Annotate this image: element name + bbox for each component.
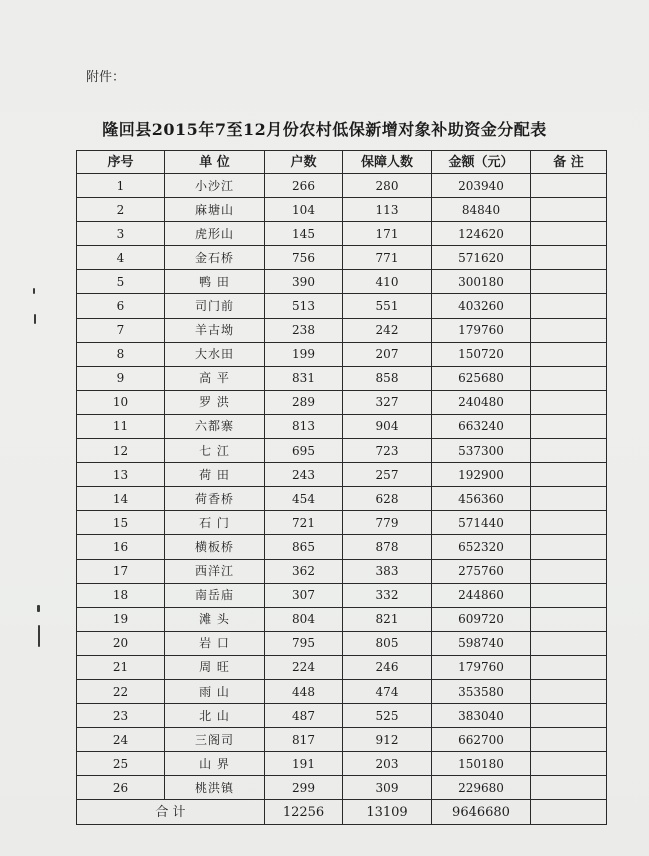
cell-households: 299 [265, 776, 343, 800]
cell-people: 821 [343, 607, 432, 631]
cell-remarks [531, 174, 607, 198]
cell-seq: 25 [77, 752, 165, 776]
total-remarks [531, 800, 607, 825]
cell-unit: 小沙江 [165, 174, 265, 198]
table-row [77, 318, 607, 342]
table-row [77, 414, 607, 438]
cell-people: 878 [343, 535, 432, 559]
cell-remarks [531, 679, 607, 703]
cell-amount: 150720 [432, 342, 531, 366]
cell-unit: 荷 田 [165, 463, 265, 487]
header-households: 户数 [265, 151, 343, 174]
cell-seq: 13 [77, 463, 165, 487]
table-header-row [77, 151, 607, 174]
table-row [77, 776, 607, 800]
header-people: 保障人数 [343, 151, 432, 174]
cell-amount: 84840 [432, 198, 531, 222]
table-row [77, 270, 607, 294]
table-row [77, 559, 607, 583]
cell-seq: 21 [77, 655, 165, 679]
cell-amount: 537300 [432, 439, 531, 463]
header-seq: 序号 [77, 151, 165, 174]
document-title: 隆回县2015年7至12月份农村低保新增对象补助资金分配表 [102, 120, 547, 139]
cell-seq: 19 [77, 607, 165, 631]
cell-people: 327 [343, 390, 432, 414]
cell-remarks [531, 318, 607, 342]
cell-amount: 456360 [432, 487, 531, 511]
table-row [77, 342, 607, 366]
cell-people: 207 [343, 342, 432, 366]
cell-remarks [531, 294, 607, 318]
cell-amount: 179760 [432, 655, 531, 679]
cell-households: 104 [265, 198, 343, 222]
cell-remarks [531, 559, 607, 583]
table-body [77, 174, 607, 800]
cell-households: 224 [265, 655, 343, 679]
table-row [77, 655, 607, 679]
cell-remarks [531, 342, 607, 366]
cell-remarks [531, 511, 607, 535]
cell-unit: 大水田 [165, 342, 265, 366]
cell-unit: 山 界 [165, 752, 265, 776]
cell-amount: 383040 [432, 704, 531, 728]
cell-unit: 石 门 [165, 511, 265, 535]
cell-people: 309 [343, 776, 432, 800]
cell-people: 779 [343, 511, 432, 535]
cell-households: 695 [265, 439, 343, 463]
cell-amount: 124620 [432, 222, 531, 246]
cell-remarks [531, 776, 607, 800]
table-row [77, 294, 607, 318]
total-label: 合 计 [77, 800, 265, 825]
cell-amount: 244860 [432, 583, 531, 607]
cell-amount: 300180 [432, 270, 531, 294]
cell-unit: 横板桥 [165, 535, 265, 559]
cell-unit: 鸭 田 [165, 270, 265, 294]
cell-amount: 403260 [432, 294, 531, 318]
cell-unit: 西洋江 [165, 559, 265, 583]
table-row [77, 607, 607, 631]
cell-households: 756 [265, 246, 343, 270]
cell-unit: 麻塘山 [165, 198, 265, 222]
cell-people: 280 [343, 174, 432, 198]
cell-remarks [531, 487, 607, 511]
cell-people: 410 [343, 270, 432, 294]
cell-amount: 192900 [432, 463, 531, 487]
cell-unit: 荷香桥 [165, 487, 265, 511]
cell-unit: 六都寨 [165, 414, 265, 438]
cell-people: 771 [343, 246, 432, 270]
table-row [77, 222, 607, 246]
total-households: 12256 [265, 800, 343, 825]
cell-remarks [531, 631, 607, 655]
table-row [77, 583, 607, 607]
cell-unit: 桃洪镇 [165, 776, 265, 800]
cell-amount: 353580 [432, 679, 531, 703]
table-row [77, 198, 607, 222]
cell-seq: 6 [77, 294, 165, 318]
cell-amount: 609720 [432, 607, 531, 631]
cell-seq: 17 [77, 559, 165, 583]
cell-households: 813 [265, 414, 343, 438]
cell-amount: 203940 [432, 174, 531, 198]
header-remarks: 备 注 [531, 151, 607, 174]
cell-seq: 15 [77, 511, 165, 535]
header-amount: 金额（元） [432, 151, 531, 174]
cell-unit: 周 旺 [165, 655, 265, 679]
cell-remarks [531, 414, 607, 438]
cell-households: 454 [265, 487, 343, 511]
cell-people: 383 [343, 559, 432, 583]
cell-seq: 20 [77, 631, 165, 655]
cell-households: 266 [265, 174, 343, 198]
cell-people: 723 [343, 439, 432, 463]
cell-people: 858 [343, 366, 432, 390]
cell-people: 246 [343, 655, 432, 679]
cell-households: 795 [265, 631, 343, 655]
cell-remarks [531, 583, 607, 607]
cell-people: 525 [343, 704, 432, 728]
cell-remarks [531, 655, 607, 679]
binding-mark [34, 314, 36, 324]
table-row [77, 246, 607, 270]
total-amount: 9646680 [432, 800, 531, 825]
cell-households: 199 [265, 342, 343, 366]
cell-remarks [531, 246, 607, 270]
cell-people: 551 [343, 294, 432, 318]
table-row [77, 390, 607, 414]
cell-amount: 571440 [432, 511, 531, 535]
cell-amount: 652320 [432, 535, 531, 559]
cell-people: 113 [343, 198, 432, 222]
cell-households: 804 [265, 607, 343, 631]
cell-amount: 229680 [432, 776, 531, 800]
table-row [77, 631, 607, 655]
cell-seq: 10 [77, 390, 165, 414]
table-row [77, 679, 607, 703]
cell-households: 289 [265, 390, 343, 414]
cell-seq: 8 [77, 342, 165, 366]
cell-amount: 662700 [432, 728, 531, 752]
cell-unit: 北 山 [165, 704, 265, 728]
cell-households: 487 [265, 704, 343, 728]
cell-amount: 240480 [432, 390, 531, 414]
table-row [77, 535, 607, 559]
cell-households: 817 [265, 728, 343, 752]
cell-amount: 625680 [432, 366, 531, 390]
cell-unit: 三阁司 [165, 728, 265, 752]
cell-remarks [531, 463, 607, 487]
cell-seq: 3 [77, 222, 165, 246]
cell-unit: 南岳庙 [165, 583, 265, 607]
cell-unit: 罗 洪 [165, 390, 265, 414]
cell-amount: 663240 [432, 414, 531, 438]
cell-unit: 司门前 [165, 294, 265, 318]
cell-people: 257 [343, 463, 432, 487]
cell-people: 332 [343, 583, 432, 607]
cell-unit: 滩 头 [165, 607, 265, 631]
cell-households: 307 [265, 583, 343, 607]
cell-remarks [531, 198, 607, 222]
cell-amount: 150180 [432, 752, 531, 776]
cell-seq: 4 [77, 246, 165, 270]
table-row [77, 487, 607, 511]
cell-amount: 179760 [432, 318, 531, 342]
table-row [77, 511, 607, 535]
cell-seq: 23 [77, 704, 165, 728]
cell-seq: 22 [77, 679, 165, 703]
cell-remarks [531, 607, 607, 631]
header-unit: 单 位 [165, 151, 265, 174]
cell-households: 362 [265, 559, 343, 583]
cell-unit: 高 平 [165, 366, 265, 390]
cell-remarks [531, 366, 607, 390]
cell-seq: 24 [77, 728, 165, 752]
cell-unit: 金石桥 [165, 246, 265, 270]
total-people: 13109 [343, 800, 432, 825]
table-row [77, 366, 607, 390]
cell-seq: 26 [77, 776, 165, 800]
cell-people: 171 [343, 222, 432, 246]
cell-households: 238 [265, 318, 343, 342]
cell-seq: 12 [77, 439, 165, 463]
cell-remarks [531, 270, 607, 294]
cell-amount: 275760 [432, 559, 531, 583]
table-row [77, 174, 607, 198]
cell-remarks [531, 222, 607, 246]
table-row [77, 439, 607, 463]
cell-seq: 7 [77, 318, 165, 342]
cell-households: 831 [265, 366, 343, 390]
cell-seq: 16 [77, 535, 165, 559]
binding-mark [38, 625, 40, 647]
cell-unit: 七 江 [165, 439, 265, 463]
cell-households: 865 [265, 535, 343, 559]
cell-people: 912 [343, 728, 432, 752]
cell-people: 203 [343, 752, 432, 776]
cell-remarks [531, 728, 607, 752]
cell-seq: 1 [77, 174, 165, 198]
binding-mark [33, 288, 35, 294]
binding-mark [37, 605, 40, 612]
cell-remarks [531, 535, 607, 559]
cell-amount: 571620 [432, 246, 531, 270]
table-row [77, 463, 607, 487]
cell-people: 904 [343, 414, 432, 438]
cell-unit: 虎形山 [165, 222, 265, 246]
attachment-label: 附件： [86, 70, 126, 85]
allocation-table [76, 150, 607, 825]
cell-households: 243 [265, 463, 343, 487]
cell-people: 628 [343, 487, 432, 511]
cell-amount: 598740 [432, 631, 531, 655]
cell-people: 805 [343, 631, 432, 655]
cell-households: 513 [265, 294, 343, 318]
table-row [77, 752, 607, 776]
cell-remarks [531, 752, 607, 776]
cell-seq: 9 [77, 366, 165, 390]
cell-unit: 岩 口 [165, 631, 265, 655]
cell-households: 390 [265, 270, 343, 294]
cell-households: 721 [265, 511, 343, 535]
cell-remarks [531, 390, 607, 414]
table-row [77, 728, 607, 752]
cell-seq: 14 [77, 487, 165, 511]
table-row [77, 704, 607, 728]
cell-unit: 羊古坳 [165, 318, 265, 342]
cell-remarks [531, 704, 607, 728]
cell-households: 145 [265, 222, 343, 246]
cell-people: 242 [343, 318, 432, 342]
cell-seq: 11 [77, 414, 165, 438]
cell-households: 448 [265, 679, 343, 703]
cell-seq: 2 [77, 198, 165, 222]
cell-households: 191 [265, 752, 343, 776]
cell-seq: 18 [77, 583, 165, 607]
cell-remarks [531, 439, 607, 463]
cell-seq: 5 [77, 270, 165, 294]
total-row [77, 800, 607, 825]
cell-people: 474 [343, 679, 432, 703]
cell-unit: 雨 山 [165, 679, 265, 703]
